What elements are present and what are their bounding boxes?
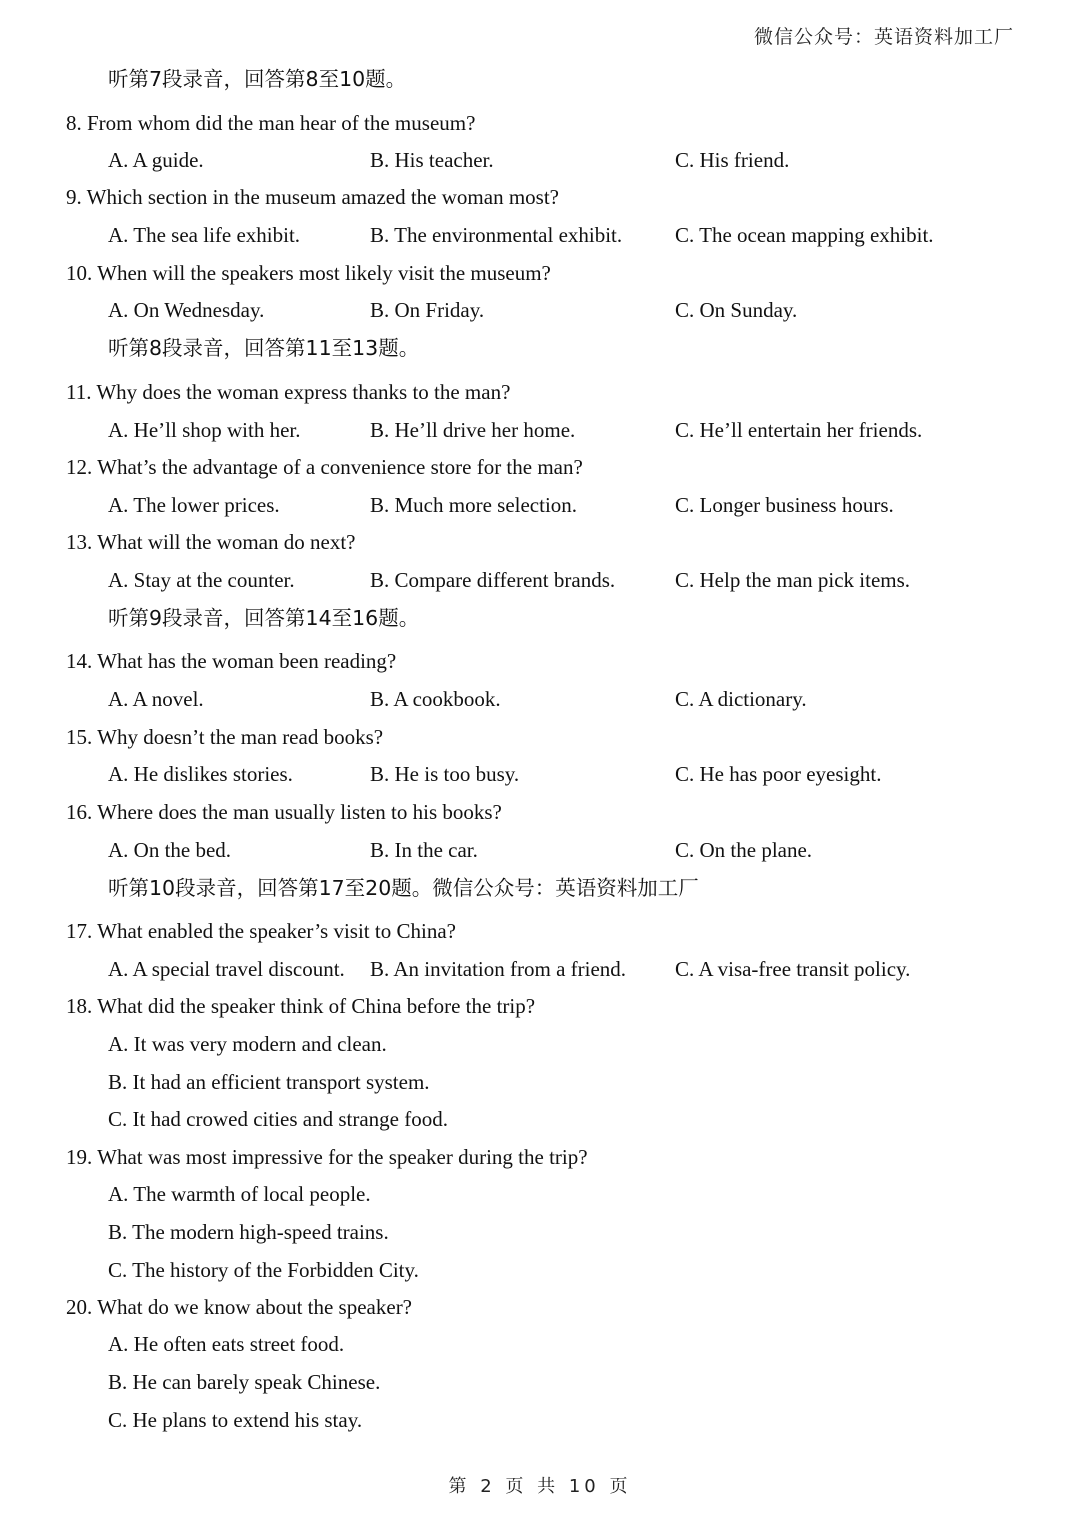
question-16-option-a: A. On the bed. [108,838,232,862]
question-20-option-a: A. He often eats street food. [108,1332,345,1356]
question-8-option-b: B. His teacher. [370,148,494,172]
question-13-option-a: A. Stay at the counter. [108,568,295,592]
question-17-stem: 17. What enabled the speaker’s visit to China? [66,919,456,943]
question-12-stem: 12. What’s the advantage of a convenience store for the man? [66,455,583,479]
question-9-option-a: A. The sea life exhibit. [108,223,301,247]
page-number-footer: 第 2 页 共 10 页 [448,1476,632,1497]
question-19-option-c: C. The history of the Forbidden City. [108,1258,419,1282]
question-12-option-c: C. Longer business hours. [675,493,894,517]
question-9-option-b: B. The environmental exhibit. [370,223,623,247]
question-17-option-a: A. A special travel discount. [108,957,345,981]
question-18-stem: 18. What did the speaker think of China before the trip? [66,994,536,1018]
question-14-stem: 14. What has the woman been reading? [66,649,397,673]
section-heading-7: 听第7段录音，回答第8至10题。 [108,67,407,91]
question-18-option-c: C. It had crowed cities and strange food. [108,1107,448,1131]
question-12-option-a: A. The lower prices. [108,493,280,517]
question-11-option-b: B. He’ll drive her home. [370,418,576,442]
question-8-option-a: A. A guide. [108,148,204,172]
section-heading-10: 听第10段录音，回答第17至20题。微信公众号：英语资料加工厂 [108,876,699,900]
question-11-option-c: C. He’ll entertain her friends. [675,418,923,442]
question-18-option-b: B. It had an efficient transport system. [108,1070,430,1094]
question-20-option-b: B. He can barely speak Chinese. [108,1370,381,1394]
watermark-header: 微信公众号：英语资料加工厂 [753,26,1014,48]
question-9-option-c: C. The ocean mapping exhibit. [675,223,934,247]
question-15-option-c: C. He has poor eyesight. [675,762,882,786]
question-15-stem: 15. Why doesn’t the man read books? [66,725,384,749]
question-11-stem: 11. Why does the woman express thanks to the man? [66,380,511,404]
question-17-option-c: C. A visa-free transit policy. [675,957,911,981]
question-12-option-b: B. Much more selection. [370,493,578,517]
question-20-option-c: C. He plans to extend his stay. [108,1408,363,1432]
question-17-option-b: B. An invitation from a friend. [370,957,627,981]
question-9-stem: 9. Which section in the museum amazed the woman most? [66,185,559,209]
question-19-stem: 19. What was most impressive for the speaker during the trip? [66,1145,588,1169]
question-16-option-c: C. On the plane. [675,838,813,862]
question-10-option-b: B. On Friday. [370,298,485,322]
question-13-stem: 13. What will the woman do next? [66,530,356,554]
question-20-stem: 20. What do we know about the speaker? [66,1295,413,1319]
question-13-option-b: B. Compare different brands. [370,568,616,592]
question-11-option-a: A. He’ll shop with her. [108,418,301,442]
section-heading-9: 听第9段录音，回答第14至16题。 [108,606,420,630]
question-15-option-a: A. He dislikes stories. [108,762,293,786]
question-10-stem: 10. When will the speakers most likely visit the museum? [66,261,551,285]
question-15-option-b: B. He is too busy. [370,762,520,786]
question-19-option-b: B. The modern high-speed trains. [108,1220,389,1244]
question-14-option-a: A. A novel. [108,687,204,711]
section-heading-8: 听第8段录音，回答第11至13题。 [108,336,420,360]
question-13-option-c: C. Help the man pick items. [675,568,911,592]
question-16-stem: 16. Where does the man usually listen to his books? [66,800,502,824]
question-18-option-a: A. It was very modern and clean. [108,1032,387,1056]
question-14-option-c: C. A dictionary. [675,687,807,711]
question-14-option-b: B. A cookbook. [370,687,501,711]
question-10-option-a: A. On Wednesday. [108,298,265,322]
question-19-option-a: A. The warmth of local people. [108,1182,371,1206]
question-8-option-c: C. His friend. [675,148,790,172]
question-8-stem: 8. From whom did the man hear of the museum? [66,111,476,135]
question-10-option-c: C. On Sunday. [675,298,798,322]
question-16-option-b: B. In the car. [370,838,478,862]
